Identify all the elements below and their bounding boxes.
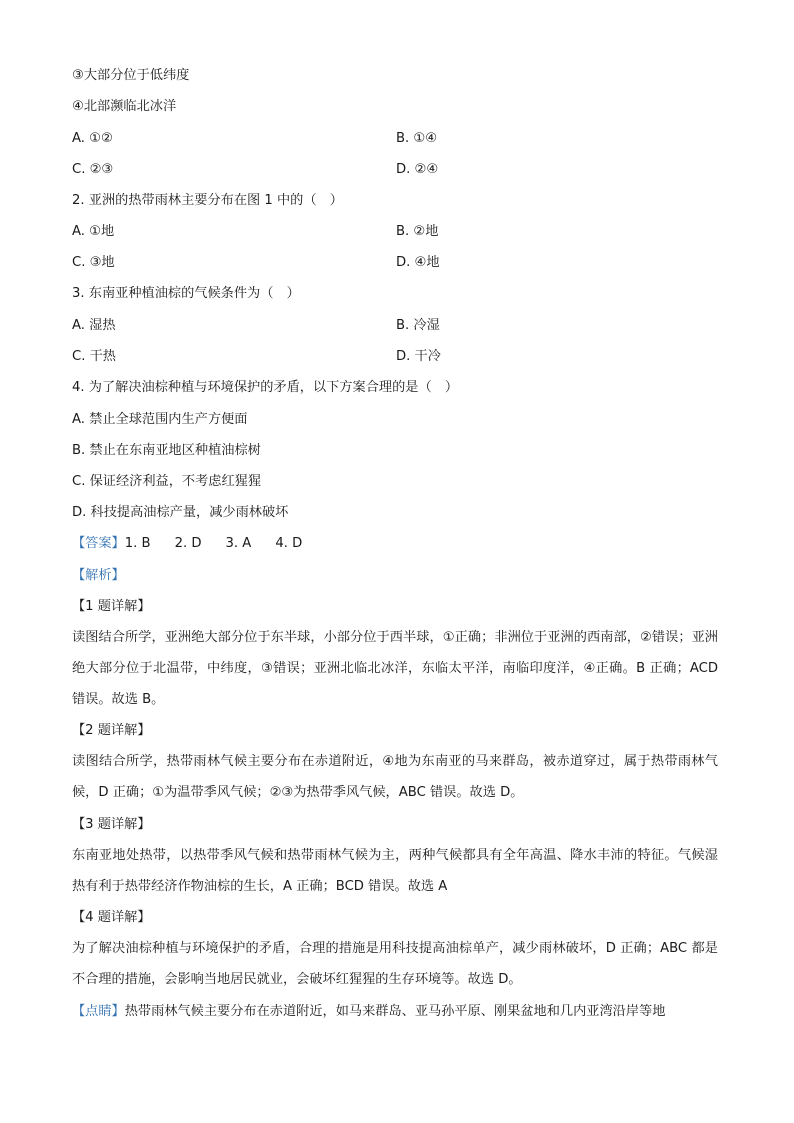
tip-text: 热带雨林气候主要分布在赤道附近，如马来群岛、亚马孙平原、刚果盆地和几内亚湾沿岸等地 [124, 1004, 666, 1019]
q3-stem: 3. 东南亚种植油棕的气候条件为（ ） [72, 286, 300, 301]
q3-options-row-2 [72, 347, 722, 367]
q2-option-c: C. ③地 [72, 255, 115, 270]
answer-item-4: 4. D [275, 536, 303, 551]
tip-line [72, 1002, 665, 1022]
q2-options-row-1 [72, 222, 722, 242]
answer-item-1: 1. B [124, 536, 151, 551]
q1-option-d: D. ②④ [396, 162, 439, 177]
answer-label: 【答案】 [72, 536, 125, 551]
detail-3-text: 东南亚地处热带，以热带季风气候和热带雨林气候为主，两种气候都具有全年高温、降水丰沛的特征。气候湿热有利于热带经济作物油棕的生长，A 正确；BCD 错误。故选 A [72, 848, 718, 894]
q2-stem: 2. 亚洲的热带雨林主要分布在图 1 中的（ ） [72, 193, 343, 208]
detail-2-text: 读图结合所学，热带雨林气候主要分布在赤道附近，④地为东南亚的马来群岛，被赤道穿过，属于热带雨林气候，D 正确；①为温带季风气候；②③为热带季风气候，ABC 错误。故选 D。 [72, 754, 718, 800]
q3-option-d: D. 干冷 [396, 349, 441, 364]
q1-options-row-1 [72, 129, 722, 149]
q2-option-b: B. ②地 [396, 224, 439, 239]
q1-options-row-2 [72, 160, 722, 180]
q1-item-4: ④北部濒临北冰洋 [72, 99, 177, 114]
analysis-label: 【解析】 [72, 568, 125, 583]
answer-item-3: 3. A [225, 536, 252, 551]
q3-option-a: A. 湿热 [72, 318, 116, 333]
q4-stem: 4. 为了解决油棕种植与环境保护的矛盾，以下方案合理的是（ ） [72, 380, 459, 395]
detail-2-heading: 【2 题详解】 [72, 723, 151, 738]
q1-option-a: A. ①② [72, 131, 113, 146]
answer-line [72, 534, 302, 554]
detail-1-heading: 【1 题详解】 [72, 599, 151, 614]
tip-label: 【点睛】 [72, 1004, 125, 1019]
detail-4-text: 为了解决油棕种植与环境保护的矛盾，合理的措施是用科技提高油棕单产，减少雨林破坏，D 正确；ABC 都是不合理的措施，会影响当地居民就业，会破坏红猩猩的生存环境等。故选 D。 [72, 941, 718, 987]
q4-option-d: D. 科技提高油棕产量，减少雨林破坏 [72, 505, 289, 520]
q2-options-row-2 [72, 253, 722, 273]
q3-options-row-1 [72, 316, 722, 336]
q2-option-a: A. ①地 [72, 224, 115, 239]
q3-option-c: C. 干热 [72, 349, 116, 364]
q3-option-b: B. 冷湿 [396, 318, 440, 333]
q4-option-a: A. 禁止全球范围内生产方便面 [72, 412, 248, 427]
q1-item-3: ③大部分位于低纬度 [72, 68, 190, 83]
detail-4-heading: 【4 题详解】 [72, 910, 151, 925]
q4-option-b: B. 禁止在东南亚地区种植油棕树 [72, 443, 261, 458]
answer-item-2: 2. D [174, 536, 202, 551]
q4-option-c: C. 保证经济利益，不考虑红猩猩 [72, 474, 262, 489]
detail-3-heading: 【3 题详解】 [72, 817, 151, 832]
q2-option-d: D. ④地 [396, 255, 440, 270]
q1-option-c: C. ②③ [72, 162, 114, 177]
detail-1-text: 读图结合所学，亚洲绝大部分位于东半球，小部分位于西半球，①正确；非洲位于亚洲的西南部，②错误；亚洲绝大部分位于北温带，中纬度，③错误；亚洲北临北冰洋，东临太平洋，南临印度洋，④正确。B 正确；ACD 错误。故选 B。 [72, 630, 718, 707]
q1-option-b: B. ①④ [396, 131, 438, 146]
